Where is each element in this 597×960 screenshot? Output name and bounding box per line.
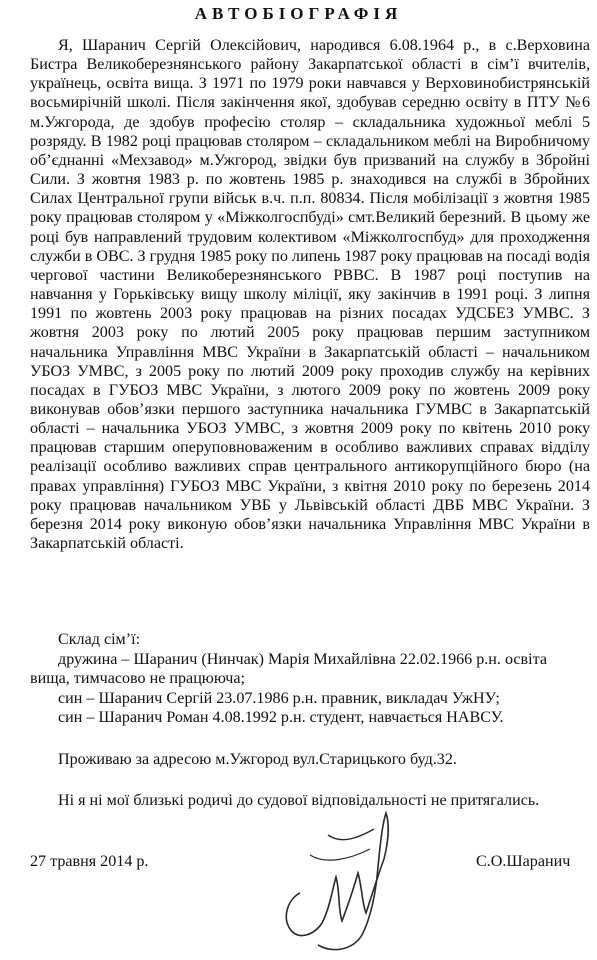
family-son2: син – Шаранич Роман 4.08.1992 р.н. студент, навчається НАВСУ. [58,709,504,726]
family-heading: Склад сім’ї: [58,631,141,648]
handwritten-signature [270,795,410,955]
family-section [30,630,590,728]
relatives-statement: Ні я ні мої близькі родичі до судової відповідальності не притягались. [58,792,540,809]
family-wife-line2: вища, тимчасово не працюючa; [30,670,245,687]
family-son1: син – Шаранич Сергій 23.07.1986 р.н. правник, викладач УжНУ; [58,689,500,707]
document-date: 27 травня 2014 р. [30,853,149,870]
address-line: Проживаю за адресою м.Ужгород вул.Старицького буд.32. [58,751,457,768]
signer-name: С.О.Шаранич [476,853,571,870]
biography-paragraph: Я, Шаранич Сергій Олексійович, народився 6.08.1964 р., в с.Верховина Бистра Великоберезнянського району Закарпатської області в сім’ї вчителів, українець, освіта вища. З 1971 по 1979 роки навчався у Верховинобистрянській восьмирічній школі. Після закінчення якої, здобував середню освіту в ПТУ №6 м.Ужгорода, де здобув професію столяр – складальника художньої меблі 5 розряду. В 1982 році працював столяром – складальником меблі на Виробничому об’єднанні «Мехзавод» м.Ужгород, звідки був призваний на службу в Збройні Сили. З жовтня 1983 р. по жовтень 1985 р. знаходився на службі в Збройних Силах Центральної групи військ в.ч. п.п. 80834. Після мобілізації з жовтня 1985 року працював столяром у «Міжколгоспбуді» смт.Великий березний. В цьому же році був направлений трудовим колективом «Міжколгоспбуд» для проходження служби в ОВС. З грудня 1985 року по липень 1987 року працював на посаді водія чергової частини Великоберезнянського РВВС. В 1987 році поступив на навчання у Горьківську вищу школу міліції, яку закінчив в 1991 році. З липня 1991 по жовтень 2003 року працював на різних посадах УДСБЕЗ УМВС. З жовтня 2003 року по лютий 2005 року працював першим заступником начальника Управління МВС України в Закарпатській області – начальником УБОЗ УМВС, з 2005 року по лютий 2009 року проходив службу на керівних посадах в ГУБОЗ МВС України, з лютого 2009 року по жовтень 2009 року виконував обов’язки першого заступника начальника ГУМВС в Закарпатській області – начальника УБОЗ УМВС, з жовтня 2009 року по квітень 2010 року працював старшим оперуповноваженим в особливо важливих справах відділу реалізації особливо важливих справ центрального антикорупційного бюро (на правах управління) ГУБОЗ МВС України, з квітня 2010 року по березень 2014 року працював начальником УВБ у Львівській області ДВБ МВС України. З березня 2014 року виконую обов’язки начальника Управління МВС України в Закарпатській області. [30,37,591,553]
family-wife-line1: дружина – Шаранич (Нинчак) Марія Михайлівна 22.02.1966 р.н. освіта [58,650,547,668]
document-title: АВТОБІОГРАФІЯ [194,4,403,23]
